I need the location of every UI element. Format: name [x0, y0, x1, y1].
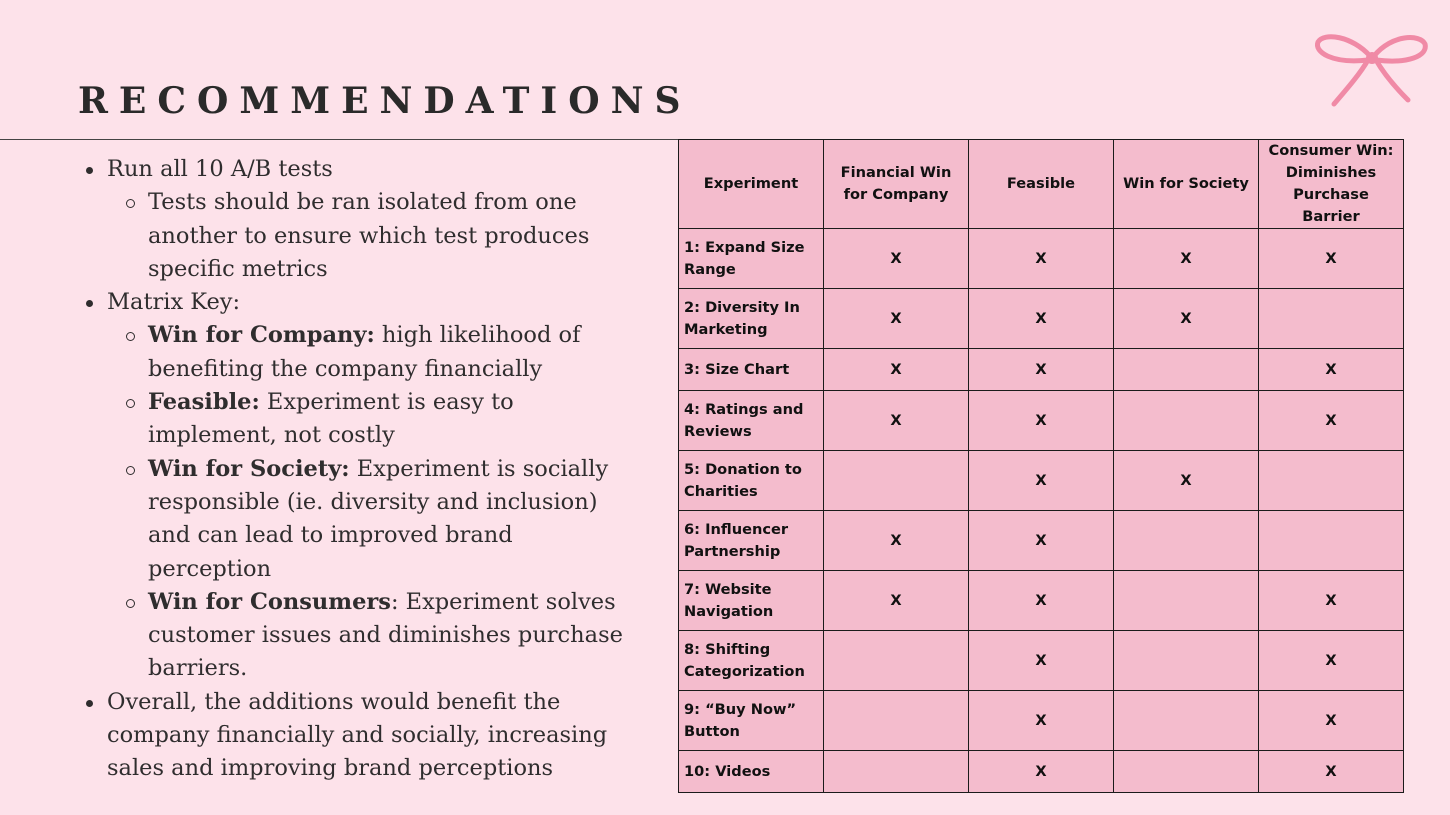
key-item-consumers: Win for Consumers: Experiment solves customer issues and diminishes purchase barriers.: [148, 586, 642, 686]
mark-cell: X: [969, 511, 1114, 571]
table-row: [679, 451, 1404, 511]
mark-cell: X: [969, 751, 1114, 793]
mark-cell: [1114, 511, 1259, 571]
mark-cell: X: [969, 451, 1114, 511]
list-item: Matrix Key: Win for Company: high likelihood of benefiting the company financially Feasible: Experiment is easy to implement, not costly Win for Society: Experiment is socially responsible (ie. diversity and inclusion) and can lead to improved brand perception Win for Consumers: Experiment solves customer issues and diminishes purchase barriers.: [86, 286, 642, 686]
mark-cell: X: [969, 631, 1114, 691]
mark-cell: [824, 751, 969, 793]
mark-cell: [824, 451, 969, 511]
experiment-name: 2: Diversity In Marketing: [679, 289, 824, 349]
experiment-name: 5: Donation to Charities: [679, 451, 824, 511]
header-financial-win: Financial Win for Company: [824, 140, 969, 229]
list-item: Run all 10 A/B tests Tests should be ran isolated from one another to ensure which test produces specific metrics: [86, 153, 642, 286]
mark-cell: X: [1259, 691, 1404, 751]
mark-cell: [1114, 631, 1259, 691]
mark-cell: [1259, 511, 1404, 571]
experiment-name: 4: Ratings and Reviews: [679, 391, 824, 451]
mark-cell: X: [1259, 349, 1404, 391]
mark-cell: [1114, 349, 1259, 391]
experiment-matrix: [678, 139, 1404, 793]
list-item: Tests should be ran isolated from one another to ensure which test produces specific metrics: [148, 186, 642, 286]
table-row: [679, 349, 1404, 391]
mark-cell: X: [824, 289, 969, 349]
mark-cell: [1114, 391, 1259, 451]
recommendation-notes: [86, 153, 642, 786]
mark-cell: X: [969, 391, 1114, 451]
mark-cell: X: [1259, 229, 1404, 289]
header-experiment: Experiment: [679, 140, 824, 229]
mark-cell: X: [1114, 229, 1259, 289]
mark-cell: X: [969, 691, 1114, 751]
table-row: [679, 391, 1404, 451]
key-item-feasible: Feasible: Experiment is easy to implement, not costly: [148, 386, 642, 453]
mark-cell: X: [1259, 571, 1404, 631]
page-title: RECOMMENDATIONS: [78, 80, 692, 122]
mark-cell: X: [1259, 391, 1404, 451]
experiment-name: 3: Size Chart: [679, 349, 824, 391]
mark-cell: [1114, 571, 1259, 631]
header-win-society: Win for Society: [1114, 140, 1259, 229]
mark-cell: X: [824, 349, 969, 391]
mark-cell: X: [824, 511, 969, 571]
mark-cell: [1259, 451, 1404, 511]
key-item-company: Win for Company: high likelihood of benefiting the company financially: [148, 319, 642, 386]
experiment-name: 8: Shifting Categorization: [679, 631, 824, 691]
key-item-society: Win for Society: Experiment is socially responsible (ie. diversity and inclusion) and can lead to improved brand perception: [148, 453, 642, 586]
header-consumer-win: Consumer Win: Diminishes Purchase Barrier: [1259, 140, 1404, 229]
mark-cell: X: [824, 571, 969, 631]
mark-cell: X: [1259, 751, 1404, 793]
bow-ribbon-icon: [1312, 28, 1430, 110]
mark-cell: X: [824, 229, 969, 289]
mark-cell: X: [969, 229, 1114, 289]
table-row: [679, 289, 1404, 349]
mark-cell: X: [1114, 289, 1259, 349]
title-divider: [0, 139, 724, 140]
experiment-name: 10: Videos: [679, 751, 824, 793]
mark-cell: [1114, 691, 1259, 751]
table-row: [679, 511, 1404, 571]
mark-cell: X: [969, 571, 1114, 631]
table-row: [679, 631, 1404, 691]
header-feasible: Feasible: [969, 140, 1114, 229]
table-row: [679, 229, 1404, 289]
table-row: [679, 571, 1404, 631]
experiment-name: 9: “Buy Now” Button: [679, 691, 824, 751]
mark-cell: X: [1114, 451, 1259, 511]
mark-cell: X: [824, 391, 969, 451]
mark-cell: X: [969, 349, 1114, 391]
experiment-name: 1: Expand Size Range: [679, 229, 824, 289]
experiment-name: 7: Website Navigation: [679, 571, 824, 631]
mark-cell: [1259, 289, 1404, 349]
mark-cell: X: [1259, 631, 1404, 691]
mark-cell: [1114, 751, 1259, 793]
table-row: [679, 751, 1404, 793]
list-item: Overall, the additions would benefit the company financially and socially, increasing sales and improving brand perceptions: [86, 686, 642, 786]
mark-cell: [824, 631, 969, 691]
mark-cell: [824, 691, 969, 751]
mark-cell: X: [969, 289, 1114, 349]
table-row: [679, 691, 1404, 751]
experiment-name: 6: Influencer Partnership: [679, 511, 824, 571]
